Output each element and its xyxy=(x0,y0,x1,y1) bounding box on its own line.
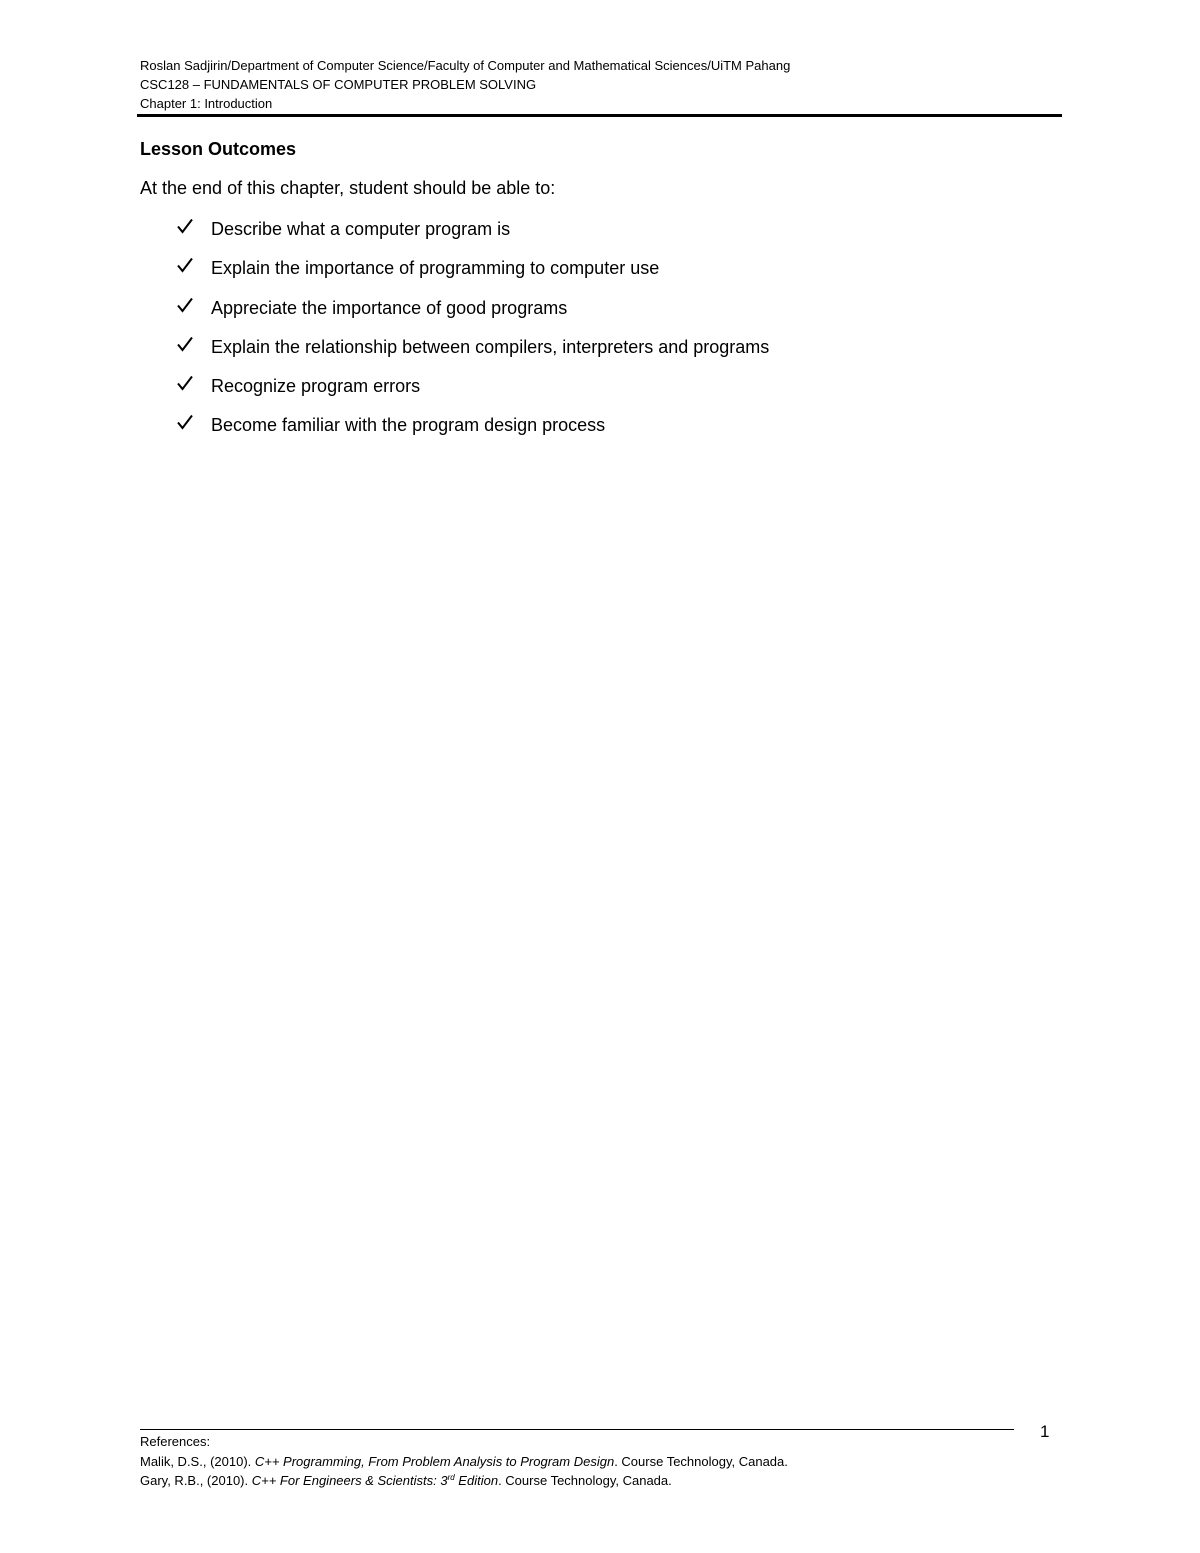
reference-publisher: . Course Technology, Canada. xyxy=(498,1473,672,1488)
header-divider xyxy=(137,114,1062,117)
footer-divider xyxy=(140,1429,1014,1430)
header-author-line: Roslan Sadjirin/Department of Computer Science/Faculty of Computer and Mathematical Sciences/UiTM Pahang xyxy=(140,58,791,73)
outcome-text: Recognize program errors xyxy=(211,376,421,397)
outcome-text: Appreciate the importance of good programs xyxy=(211,297,568,318)
reference-title-superscript: rd xyxy=(447,1473,455,1482)
check-icon xyxy=(176,413,194,431)
reference-title xyxy=(252,1473,498,1488)
outcome-text: Explain the importance of programming to computer use xyxy=(211,258,660,279)
reference-title: C++ Programming, From Problem Analysis to Program Design xyxy=(254,1453,615,1469)
reference-author: Gary, R.B., (2010). xyxy=(140,1473,252,1488)
outcome-text: Become familiar with the program design process xyxy=(211,415,606,436)
reference-author: Malik, D.S., (2010). xyxy=(140,1453,255,1469)
reference-entry xyxy=(140,1452,1020,1472)
header-course-line: CSC128 – FUNDAMENTALS OF COMPUTER PROBLEM SOLVING xyxy=(140,77,537,92)
reference-publisher: . Course Technology, Canada. xyxy=(614,1453,788,1469)
check-icon xyxy=(176,374,194,392)
check-icon xyxy=(176,217,194,235)
reference-title-main: C++ For Engineers & Scientists: 3 xyxy=(251,1473,448,1488)
lesson-outcomes-heading: Lesson Outcomes xyxy=(140,139,297,159)
page-number: 1 xyxy=(1040,1422,1050,1441)
reference-title-end: Edition xyxy=(454,1473,499,1488)
references-section xyxy=(140,1432,1020,1491)
references-label: References: xyxy=(140,1434,211,1449)
outcome-text: Explain the relationship between compilers, interpreters and programs xyxy=(211,336,770,357)
check-icon xyxy=(176,335,194,353)
page-header xyxy=(140,56,1062,113)
header-chapter-line: Chapter 1: Introduction xyxy=(140,96,273,111)
check-icon xyxy=(176,296,194,314)
check-icon xyxy=(176,256,194,274)
lesson-intro-text: At the end of this chapter, student should be able to: xyxy=(140,178,556,198)
outcome-text: Describe what a computer program is xyxy=(211,219,511,239)
reference-entry xyxy=(140,1471,1020,1491)
